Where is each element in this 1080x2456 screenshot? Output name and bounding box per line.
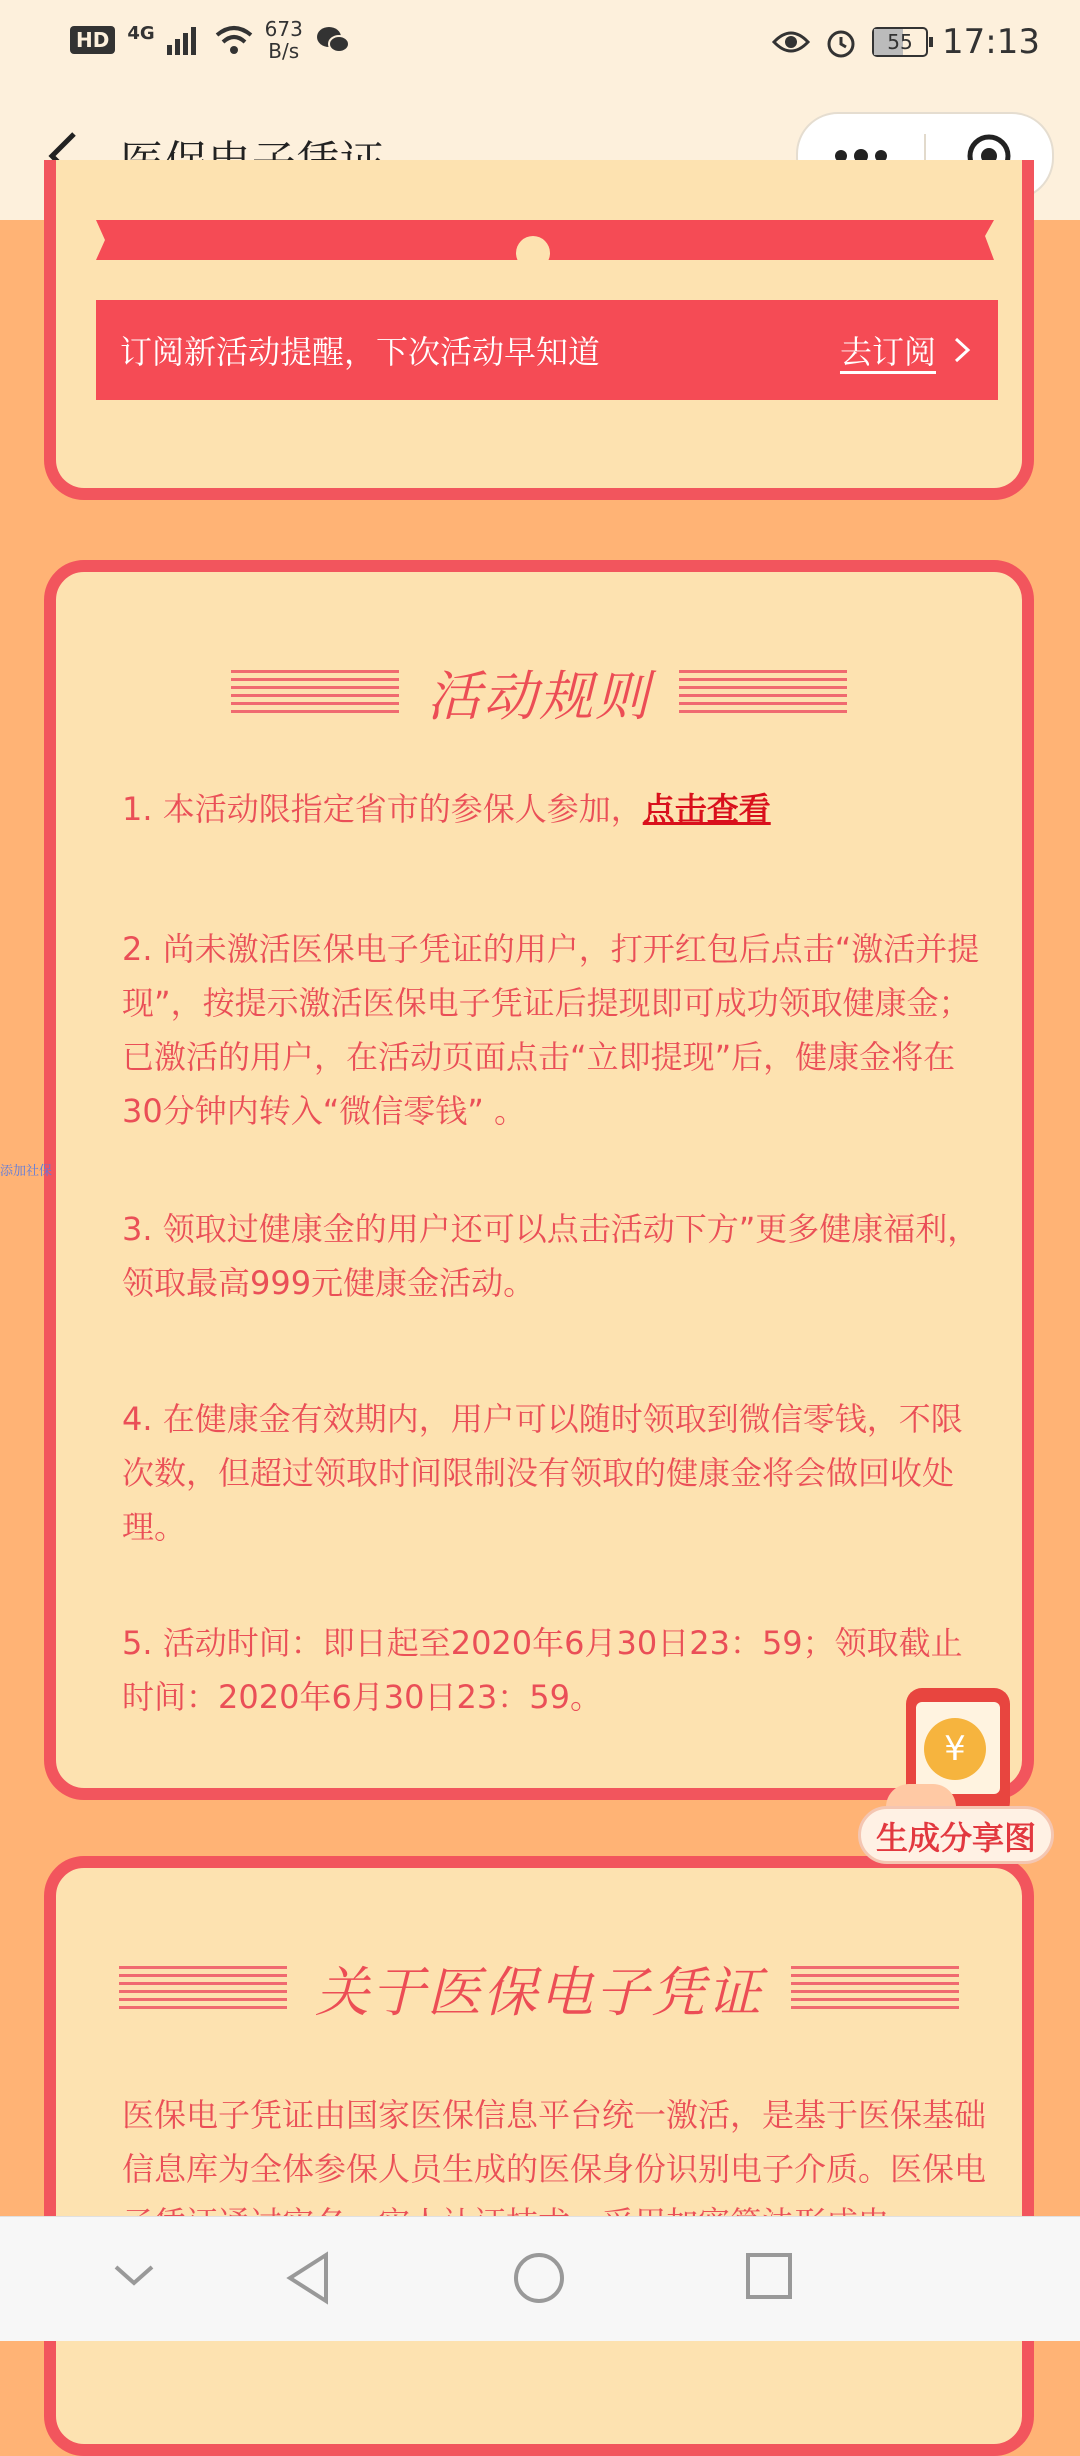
chevron-down-icon[interactable] — [112, 2251, 156, 2301]
signal-icon — [167, 25, 203, 55]
alarm-icon — [824, 25, 858, 59]
subscribe-bar[interactable] — [96, 300, 998, 400]
rules-title: 活动规则 — [427, 665, 651, 728]
wechat-icon — [315, 25, 351, 55]
back-triangle-icon[interactable] — [284, 2251, 334, 2305]
about-card — [44, 1856, 1034, 2456]
rule-item-3: 3. 领取过健康金的用户还可以点击活动下方”更多健康福利，领取最高999元健康金活动。 — [122, 1210, 980, 1302]
hd-badge: HD — [70, 26, 115, 54]
rules-heading — [56, 654, 1022, 731]
rule-item-2: 2. 尚未激活医保电子凭证的用户，打开红包后点击“激活并提现”，按提示激活医保电子凭证后提现即可成功领取健康金；已激活的用户，在活动页面点击“立即提现”后，健康金将在30分钟内转入“微信零钱” 。 — [122, 930, 980, 1130]
recents-square-icon[interactable] — [744, 2251, 794, 2301]
heading-stripes-right — [791, 1966, 959, 2012]
rule-item-1 — [122, 782, 992, 836]
wifi-icon — [215, 25, 253, 55]
view-regions-link[interactable]: 点击查看 — [642, 790, 771, 828]
side-tag: 添加社保 — [0, 1164, 53, 1179]
rule-1-text: 1. 本活动限指定省市的参保人参加， — [122, 790, 643, 828]
chevron-right-icon — [952, 335, 972, 365]
about-text: 医保电子凭证由国家医保信息平台统一激活，是基于医保基础信息库为全体参保人员生成的医保身份识别电子介质。医保电 — [122, 2096, 987, 2188]
share-image-button[interactable] — [858, 1688, 1058, 1868]
rule-item-5: 5. 活动时间：即日起至2020年6月30日23：59；领取截止时间：2020年6月30日23：59。 — [122, 1624, 963, 1716]
subscribe-link[interactable] — [840, 327, 972, 373]
home-circle-icon[interactable] — [512, 2251, 566, 2305]
system-nav-bar — [0, 2216, 1080, 2341]
about-title: 关于医保电子凭证 — [315, 1961, 763, 2024]
battery-icon: 55 — [872, 27, 928, 57]
share-image-label: 生成分享图 — [858, 1806, 1054, 1864]
rules-card — [44, 560, 1034, 1800]
subscribe-card — [44, 160, 1034, 500]
heading-stripes-left — [119, 1966, 287, 2012]
subscribe-link-label: 去订阅 — [839, 333, 936, 371]
network-speed: 673 B/s — [264, 17, 303, 63]
network-label: 4G — [127, 22, 155, 44]
status-bar — [0, 0, 1080, 92]
heading-stripes-right — [679, 670, 847, 716]
rule-item-4: 4. 在健康金有效期内，用户可以随时领取到微信零钱，不限次数，但超过领取时间限制没有领取的健康金将会做回收处理。 — [122, 1400, 963, 1546]
heading-stripes-left — [231, 670, 399, 716]
clock: 17:13 — [942, 22, 1040, 62]
ticket-notch — [516, 236, 550, 270]
about-heading — [56, 1950, 1022, 2027]
yuan-coin-icon: ¥ — [924, 1718, 986, 1780]
eye-icon — [772, 28, 810, 56]
subscribe-text: 订阅新活动提醒，下次活动早知道 — [120, 333, 601, 371]
